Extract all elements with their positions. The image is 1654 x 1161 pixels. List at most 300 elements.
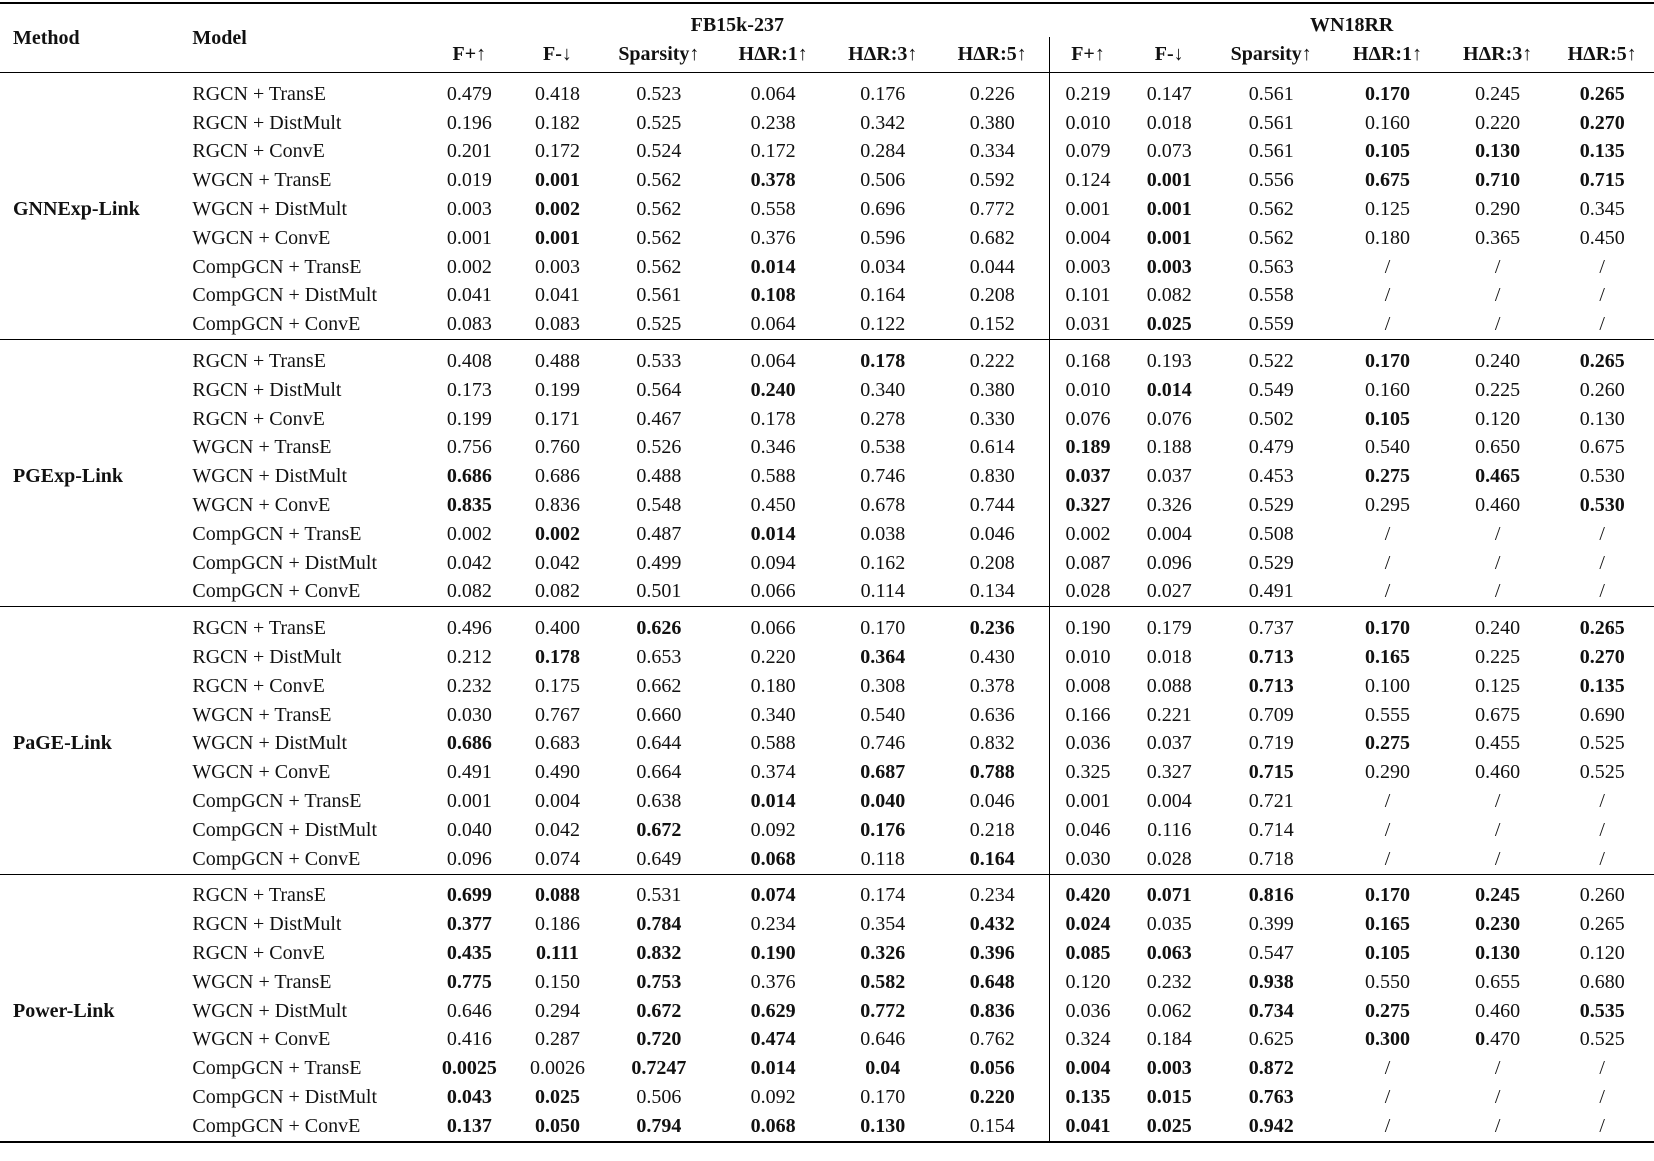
value-cell xyxy=(1445,1026,1551,1055)
table-row xyxy=(0,253,1654,282)
value-cell: 0.450 xyxy=(1579,226,1625,249)
table-row xyxy=(0,491,1654,520)
metric-header-wn-2: F-↓ xyxy=(1154,43,1184,65)
value-cell: 0.031 xyxy=(1049,310,1126,339)
value-cell: 0.003 xyxy=(1049,253,1126,282)
value-cell: 0.004 xyxy=(1049,224,1126,253)
value-cell: / xyxy=(1384,313,1391,336)
value-cell: 0.001 xyxy=(534,169,580,192)
table-row xyxy=(0,376,1654,405)
metric-header-fb-4: HΔR:1↑ xyxy=(738,43,808,65)
value-cell: 0.506 xyxy=(636,1085,682,1108)
value-cell: 0.180 xyxy=(750,674,796,697)
value-cell: 0.562 xyxy=(1248,198,1294,221)
table-body xyxy=(0,73,1654,1142)
value-cell: 0.236 xyxy=(969,617,1015,640)
value-cell: 0.626 xyxy=(636,617,682,640)
value-cell: 0.540 xyxy=(1364,436,1410,459)
value-cell: 0.744 xyxy=(969,494,1015,517)
value-cell: / xyxy=(1384,1057,1391,1080)
value-cell: 0.772 xyxy=(860,999,906,1022)
value-cell: 0.135 xyxy=(1579,674,1625,697)
value-cell: 0.460 xyxy=(1475,999,1521,1022)
value-cell: 0.046 xyxy=(969,522,1015,545)
value-cell: 0.160 xyxy=(1364,111,1410,134)
value-cell: 0.942 xyxy=(1248,1114,1294,1137)
value-cell: 0.523 xyxy=(636,82,682,105)
model-cell: WGCN + TransE xyxy=(192,436,332,459)
table-row xyxy=(0,282,1654,311)
model-cell: CompGCN + ConvE xyxy=(192,1114,361,1137)
model-cell: RGCN + ConvE xyxy=(192,674,325,697)
table-row xyxy=(0,672,1654,701)
value-cell: 0.056 xyxy=(969,1057,1015,1080)
value-cell: 0.479 xyxy=(1248,436,1294,459)
value-cell: 0.234 xyxy=(750,913,796,936)
value-cell: 0.678 xyxy=(860,494,906,517)
value-cell: 0.629 xyxy=(750,999,796,1022)
value-cell: 0.775 xyxy=(446,970,492,993)
value-cell: 0.050 xyxy=(534,1114,580,1137)
value-cell: 0.165 xyxy=(1364,646,1410,669)
value-cell: 0.083 xyxy=(534,313,580,336)
table-row xyxy=(0,607,1654,643)
table-row xyxy=(0,224,1654,253)
value-cell: 0.004 xyxy=(534,790,580,813)
value-cell: 0.035 xyxy=(1146,913,1192,936)
value-cell: 0.713 xyxy=(1248,674,1294,697)
value-cell: 0.275 xyxy=(1364,999,1410,1022)
value-cell: 0.533 xyxy=(636,350,682,373)
value-cell: 0.182 xyxy=(534,111,580,134)
value-cell: 0.760 xyxy=(534,436,580,459)
value-cell: 0.270 xyxy=(1579,111,1625,134)
value-cell: 0.176 xyxy=(860,818,906,841)
model-cell: RGCN + DistMult xyxy=(192,378,342,401)
dataset-header-fb15k: FB15k-237 xyxy=(690,14,784,36)
value-cell: 0.188 xyxy=(1146,436,1192,459)
value-cell: 0.326 xyxy=(860,942,906,964)
value-cell: 0.001 xyxy=(1146,169,1192,192)
value-cell: 0.290 xyxy=(1475,198,1521,221)
value-cell: 0.124 xyxy=(1049,166,1126,195)
value-cell: 0.071 xyxy=(1146,884,1192,907)
value-cell: / xyxy=(1494,580,1501,603)
value-cell: 0.037 xyxy=(1146,465,1192,488)
value-cell: 0.175 xyxy=(534,674,580,697)
metric-header-fb-3: Sparsity↑ xyxy=(618,43,700,65)
value-cell: 0.290 xyxy=(1364,761,1410,784)
model-cell: CompGCN + ConvE xyxy=(192,580,361,603)
value-cell: 0.041 xyxy=(1049,1112,1126,1142)
value-cell: 0.027 xyxy=(1146,580,1192,603)
table-row xyxy=(0,549,1654,578)
model-cell: WGCN + TransE xyxy=(192,970,332,993)
value-cell: 0.008 xyxy=(1049,672,1126,701)
value-cell: / xyxy=(1384,551,1391,574)
value-cell: 0.479 xyxy=(446,82,492,105)
value-cell: 0.208 xyxy=(969,551,1015,574)
value-cell: 0.014 xyxy=(750,790,796,813)
value-cell: 0.116 xyxy=(1147,818,1192,841)
value-cell: / xyxy=(1599,1114,1605,1137)
table-row xyxy=(0,1112,1654,1142)
model-cell: RGCN + TransE xyxy=(192,82,326,105)
model-cell: CompGCN + ConvE xyxy=(192,313,361,336)
value-cell: 0.019 xyxy=(446,169,492,192)
metric-header-fb-6: HΔR:5↑ xyxy=(957,43,1027,65)
value-cell: 0.114 xyxy=(860,580,905,603)
value-cell: 0.562 xyxy=(636,255,682,278)
value-cell: 0.270 xyxy=(1579,646,1625,669)
value-cell: 0.696 xyxy=(860,198,906,221)
value-cell: / xyxy=(1599,580,1605,603)
metric-header-wn-3: Sparsity↑ xyxy=(1230,43,1312,65)
table-row xyxy=(0,109,1654,138)
value-cell: 0.120 xyxy=(1049,968,1126,997)
value-cell: 0.001 xyxy=(1049,787,1126,816)
value-cell: 0.245 xyxy=(1475,82,1521,105)
value-cell: / xyxy=(1599,847,1605,870)
value-cell: 0.719 xyxy=(1248,732,1294,755)
value-cell: 0.125 xyxy=(1475,674,1521,697)
value-cell: 0.082 xyxy=(1146,284,1192,307)
value-cell: 0.295 xyxy=(1364,494,1410,517)
value-cell: 0.474 xyxy=(750,1028,796,1051)
value-cell: 0.096 xyxy=(446,847,492,870)
value-cell: 0.096 xyxy=(1146,551,1192,574)
value-cell: 0.380 xyxy=(969,111,1015,134)
value-cell: 0.196 xyxy=(446,111,492,134)
value-cell: 0.455 xyxy=(1475,732,1521,755)
model-cell: CompGCN + TransE xyxy=(192,790,362,813)
value-cell: 0.042 xyxy=(446,551,492,574)
value-cell: 0.636 xyxy=(969,703,1015,726)
value-cell: 0.220 xyxy=(1475,111,1521,134)
metric-header-wn-1: F+↑ xyxy=(1049,37,1126,73)
value-cell: 0.219 xyxy=(1049,73,1126,109)
value-cell: 0.164 xyxy=(860,284,906,307)
value-cell: 0.408 xyxy=(446,350,492,373)
value-cell: 0.125 xyxy=(1364,198,1410,221)
value-cell: 0.101 xyxy=(1049,282,1126,311)
model-cell: CompGCN + DistMult xyxy=(192,284,378,307)
table-row xyxy=(0,195,1654,224)
value-cell: 0.170 xyxy=(1364,350,1410,373)
value-cell: 0.675 xyxy=(1579,436,1625,459)
value-cell: 0.082 xyxy=(446,580,492,603)
value-cell: 0.066 xyxy=(750,617,796,640)
value-cell: 0.218 xyxy=(969,818,1015,841)
table-row xyxy=(0,520,1654,549)
value-cell: / xyxy=(1494,1114,1501,1137)
model-cell: WGCN + TransE xyxy=(192,703,332,726)
model-header: Model xyxy=(192,26,247,49)
value-cell: 0.025 xyxy=(1146,313,1192,336)
value-cell: 0.199 xyxy=(446,407,492,430)
value-cell: 0.588 xyxy=(750,732,796,755)
value-cell: 0.105 xyxy=(1364,407,1410,430)
value-cell: 0.120 xyxy=(1475,407,1521,430)
value-cell: 0.435 xyxy=(446,942,492,964)
model-cell: CompGCN + ConvE xyxy=(192,847,361,870)
value-cell: 0.561 xyxy=(1248,82,1294,105)
value-cell: 0.036 xyxy=(1049,997,1126,1026)
model-cell: CompGCN + DistMult xyxy=(192,1085,378,1108)
value-cell: 0.287 xyxy=(534,1028,580,1051)
value-cell: 0.563 xyxy=(1248,255,1294,278)
value-cell: 0.675 xyxy=(1364,169,1410,192)
model-cell: WGCN + ConvE xyxy=(192,1028,331,1051)
value-cell: 0.7247 xyxy=(631,1057,687,1080)
value-cell: 0.170 xyxy=(1364,617,1410,640)
model-cell: RGCN + DistMult xyxy=(192,111,342,134)
value-cell: 0.562 xyxy=(636,226,682,249)
value-cell: 0.638 xyxy=(636,790,682,813)
value-cell: 0.170 xyxy=(860,1085,906,1108)
table-row xyxy=(0,434,1654,463)
value-cell: 0.232 xyxy=(1146,970,1192,993)
table-row xyxy=(0,340,1654,376)
value-cell: 0.714 xyxy=(1248,818,1294,841)
table-row xyxy=(0,578,1654,607)
value-cell: 0.240 xyxy=(1475,350,1521,373)
value-cell: 0.378 xyxy=(969,674,1015,697)
value-cell: 0.660 xyxy=(636,703,682,726)
value-cell: / xyxy=(1599,1057,1605,1080)
value-cell: / xyxy=(1599,551,1605,574)
value-cell: 0.074 xyxy=(750,884,796,907)
value-cell: 0.525 xyxy=(636,111,682,134)
value-cell: 0.832 xyxy=(636,942,682,964)
value-cell: 0.680 xyxy=(1579,970,1625,993)
model-cell: CompGCN + DistMult xyxy=(192,551,378,574)
value-cell: 0.220 xyxy=(969,1085,1015,1108)
value-cell: 0.496 xyxy=(446,617,492,640)
value-cell: 0.014 xyxy=(1146,378,1192,401)
value-cell: 0.538 xyxy=(860,436,906,459)
value-cell: 0.453 xyxy=(1248,465,1294,488)
value-cell: 0.108 xyxy=(750,284,796,307)
value-cell: 0.002 xyxy=(1049,520,1126,549)
value-cell: 0.100 xyxy=(1364,674,1410,697)
value-cell: 0.756 xyxy=(446,436,492,459)
value-cell: 0.525 xyxy=(1579,1028,1625,1051)
value-cell: / xyxy=(1599,1085,1605,1108)
value-cell: 0.130 xyxy=(1475,140,1521,163)
value-cell: 0.535 xyxy=(1579,999,1625,1022)
value-cell: 0.150 xyxy=(534,970,580,993)
value-cell: 0.120 xyxy=(1579,942,1625,964)
value-cell: 0.830 xyxy=(969,465,1015,488)
value-cell: 0.682 xyxy=(969,226,1015,249)
value-cell: 0.164 xyxy=(969,847,1015,870)
value-cell: 0.625 xyxy=(1248,1028,1294,1051)
value-cell: 0.559 xyxy=(1248,313,1294,336)
value-cell: 0.180 xyxy=(1364,226,1410,249)
model-cell: WGCN + ConvE xyxy=(192,494,331,517)
value-cell: 0.491 xyxy=(1248,580,1294,603)
value-cell: 0.002 xyxy=(534,198,580,221)
value-cell: 0.152 xyxy=(969,313,1015,336)
value-cell: / xyxy=(1599,790,1605,813)
value-cell: 0.265 xyxy=(1579,617,1625,640)
value-cell: 0.746 xyxy=(860,465,906,488)
value-cell: 0.064 xyxy=(750,350,796,373)
value-cell: 0.170 xyxy=(860,617,906,640)
model-cell: RGCN + ConvE xyxy=(192,407,325,430)
value-cell: 0.549 xyxy=(1248,378,1294,401)
value-cell: 0.506 xyxy=(860,169,906,192)
value-cell: 0.529 xyxy=(1248,494,1294,517)
value-cell: 0.522 xyxy=(1248,350,1294,373)
value-cell: 0.220 xyxy=(750,646,796,669)
value-cell: 0.130 xyxy=(860,1114,906,1137)
value-cell: 0.275 xyxy=(1364,732,1410,755)
value-cell: / xyxy=(1494,255,1501,278)
model-cell: RGCN + TransE xyxy=(192,884,326,907)
model-cell: WGCN + DistMult xyxy=(192,999,348,1022)
table-row xyxy=(0,845,1654,874)
value-cell: 0.816 xyxy=(1248,884,1294,907)
value-cell: 0.044 xyxy=(969,255,1015,278)
value-part-bold: 0 xyxy=(1475,1028,1486,1051)
value-cell: 0.836 xyxy=(969,999,1015,1022)
value-cell: 0.064 xyxy=(750,313,796,336)
value-cell: 0.208 xyxy=(969,284,1015,307)
value-cell: 0.540 xyxy=(860,703,906,726)
value-cell: 0.275 xyxy=(1364,465,1410,488)
value-cell: 0.260 xyxy=(1579,378,1625,401)
value-cell: 0.130 xyxy=(1579,407,1625,430)
value-cell: 0.179 xyxy=(1146,617,1192,640)
value-cell: 0.037 xyxy=(1049,462,1126,491)
value-cell: 0.225 xyxy=(1475,646,1521,669)
value-cell: 0.687 xyxy=(860,761,906,784)
value-cell: 0.004 xyxy=(1146,522,1192,545)
value-cell: 0.835 xyxy=(446,494,492,517)
table-row xyxy=(0,310,1654,339)
value-cell: 0.530 xyxy=(1579,494,1625,517)
value-cell: 0.614 xyxy=(969,436,1015,459)
value-cell: 0.715 xyxy=(1579,169,1625,192)
value-cell: 0.655 xyxy=(1475,970,1521,993)
table-row xyxy=(0,787,1654,816)
value-cell: 0.734 xyxy=(1248,999,1294,1022)
value-cell: / xyxy=(1384,522,1391,545)
value-cell: / xyxy=(1384,580,1391,603)
dataset-header-wn18rr: WN18RR xyxy=(1310,14,1394,36)
value-cell: 0.699 xyxy=(446,884,492,907)
table-row xyxy=(0,643,1654,672)
value-cell: 0.230 xyxy=(1475,913,1521,936)
model-cell: CompGCN + TransE xyxy=(192,255,362,278)
value-cell: 0.040 xyxy=(446,818,492,841)
value-cell: 0.094 xyxy=(750,551,796,574)
value-cell: / xyxy=(1494,847,1501,870)
value-cell: 0.376 xyxy=(750,970,796,993)
value-cell: 0.562 xyxy=(1248,226,1294,249)
value-cell: 0.003 xyxy=(1146,255,1192,278)
value-cell: 0.460 xyxy=(1475,494,1521,517)
value-cell: 0.030 xyxy=(446,703,492,726)
value-cell: 0.171 xyxy=(534,407,580,430)
value-cell: 0.646 xyxy=(860,1028,906,1051)
value-cell: 0.345 xyxy=(1579,198,1625,221)
value-cell: 0.762 xyxy=(969,1028,1015,1051)
metric-header-wn-5: HΔR:3↑ xyxy=(1463,43,1533,65)
value-cell: 0.488 xyxy=(636,465,682,488)
value-cell: 0.380 xyxy=(969,378,1015,401)
value-cell: 0.832 xyxy=(969,732,1015,755)
value-cell: 0.784 xyxy=(636,913,682,936)
table-row xyxy=(0,138,1654,167)
value-cell: 0.046 xyxy=(1049,816,1126,845)
value-cell: 0.592 xyxy=(969,169,1015,192)
value-cell: 0.038 xyxy=(860,522,906,545)
model-cell: CompGCN + TransE xyxy=(192,1057,362,1080)
value-cell: 0.003 xyxy=(446,198,492,221)
table-row xyxy=(0,701,1654,730)
table-row xyxy=(0,939,1654,968)
value-cell: 0.662 xyxy=(636,674,682,697)
value-cell: 0.686 xyxy=(534,465,580,488)
value-cell: 0.524 xyxy=(636,140,682,163)
value-cell: 0.672 xyxy=(636,818,682,841)
value-cell: 0.025 xyxy=(534,1085,580,1108)
value-cell: 0.374 xyxy=(750,761,796,784)
value-cell: 0.025 xyxy=(1146,1114,1192,1137)
value-cell: 0.430 xyxy=(969,646,1015,669)
value-cell: 0.737 xyxy=(1248,617,1294,640)
value-cell: 0.165 xyxy=(1364,913,1410,936)
value-cell: 0.062 xyxy=(1146,999,1192,1022)
value-cell: / xyxy=(1599,818,1605,841)
value-cell: 0.450 xyxy=(750,494,796,517)
value-cell: 0.184 xyxy=(1146,1028,1192,1051)
value-cell: 0.079 xyxy=(1049,138,1126,167)
value-cell: 0.221 xyxy=(1146,703,1192,726)
value-cell: 0.002 xyxy=(446,522,492,545)
value-cell: 0.082 xyxy=(534,580,580,603)
value-cell: 0.260 xyxy=(1579,884,1625,907)
value-cell: 0.178 xyxy=(860,350,906,373)
value-cell: 0.365 xyxy=(1475,226,1521,249)
value-cell: 0.746 xyxy=(860,732,906,755)
value-cell: / xyxy=(1494,284,1501,307)
value-cell: 0.324 xyxy=(1049,1026,1126,1055)
value-cell: 0.588 xyxy=(750,465,796,488)
value-cell: 0.162 xyxy=(860,551,906,574)
value-cell: 0.087 xyxy=(1049,549,1126,578)
value-cell: / xyxy=(1599,284,1605,307)
value-cell: 0.135 xyxy=(1579,140,1625,163)
value-cell: 0.092 xyxy=(750,1085,796,1108)
value-cell: 0.308 xyxy=(860,674,906,697)
value-cell: 0.041 xyxy=(446,284,492,307)
value-cell: 0.170 xyxy=(1364,82,1410,105)
value-cell: 0.300 xyxy=(1364,1028,1410,1051)
method-cell: GNNExp-Link xyxy=(13,198,140,221)
value-cell: 0.562 xyxy=(636,169,682,192)
table-row xyxy=(0,1054,1654,1083)
value-cell: / xyxy=(1599,522,1605,545)
value-cell: 0.147 xyxy=(1146,82,1192,105)
value-cell: 0.130 xyxy=(1475,942,1521,964)
value-cell: 0.400 xyxy=(534,617,580,640)
value-cell: 0.502 xyxy=(1248,407,1294,430)
value-cell: 0.763 xyxy=(1248,1085,1294,1108)
